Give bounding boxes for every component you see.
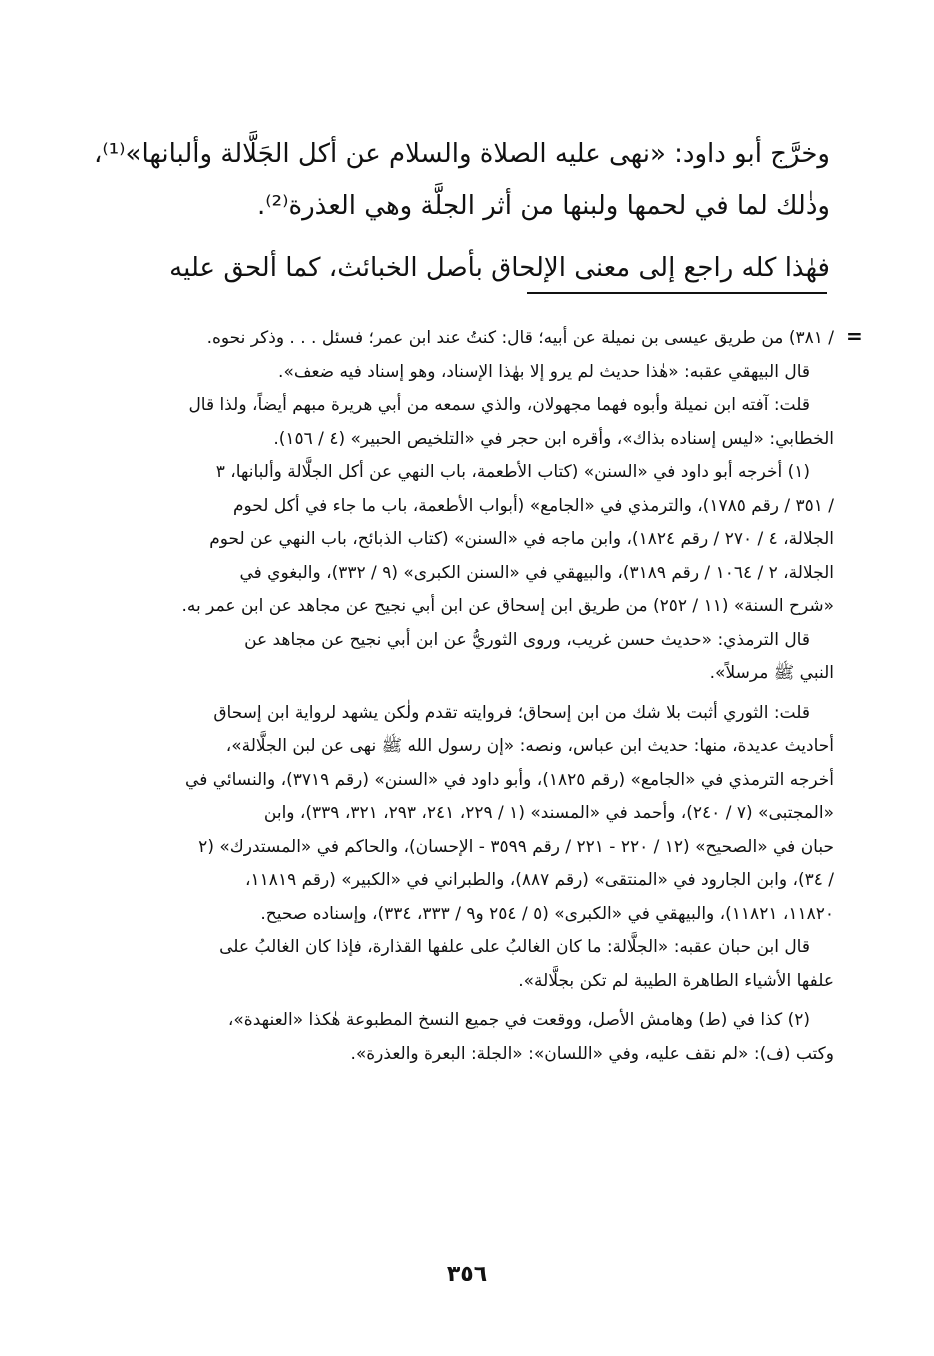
footnote-line: النبي ﷺ مرسلاً».	[709, 663, 834, 683]
footnote-separator	[527, 292, 827, 294]
footnote-line: وكتب (ف): «لم نقف عليه، وفي «اللسان»: «الجلة: البعرة والعذرة».	[350, 1043, 834, 1064]
footnotes	[104, 322, 834, 1071]
footnote-line: أخرجه الترمذي في «الجامع» (رقم ١٨٢٥)، وأبو داود في «السنن» (رقم ٣٧١٩)، والنسائي في	[185, 769, 834, 790]
footnote-line: (١) أخرجه أبو داود في «السنن» (كتاب الأطعمة، باب النهي عن أكل الجلَّالة وألبانها، ٣	[215, 462, 810, 482]
footnote-line: قال الترمذي: «حديث حسن غريب، وروى الثوريُّ عن ابن أبي نجيح عن مجاهد عن	[244, 629, 810, 650]
footnote-line: قال ابن حبان عقبه: «الجلَّالة: ما كان الغالبُ على علفها القذارة، فإذا كان الغالبُ على	[219, 937, 810, 957]
footnote-line: / ٣٤)، وابن الجارود في «المنتقى» (رقم ٨٨٧)، والطبراني في «الكبير» (رقم ١١٨١٩،	[245, 870, 834, 890]
main-text-line: فهٰذا كله راجع إلى معنى الإلحاق بأصل الخبائث، كما ألحق عليه	[169, 253, 830, 283]
footnote-line: قلت: الثوري أثبت بلا شك من ابن إسحاق؛ فروايته تقدم ولٰكن يشهد لرواية ابن إسحاق	[213, 702, 810, 723]
continued-footnote-mark: =	[846, 324, 863, 348]
footnote-line: / ٣٨١) من طريق عيسى بن نميلة عن أبيه؛ قال: كنتُ عند ابن عمر؛ فسئل . . . وذكر نحوه.	[206, 328, 834, 348]
footnote-line: «شرح السنة» (١١ / ٢٥٢) من طريق ابن إسحاق عن ابن أبي نجيح عن مجاهد عن ابن عمر به.	[181, 596, 834, 616]
footnote-line: الخطابي: «ليس إسناده بذاك»، وأقره ابن حجر في «التلخيص الحبير» (٤ / ١٥٦).	[273, 428, 834, 449]
footnote-line: حبان في «الصحيح» (١٢ / ٢٢٠ - ٢٢١ / رقم ٣٥٩٩ - الإحسان)، والحاكم في «المستدرك» (٢	[198, 836, 834, 857]
footnote-line: الجلالة، ٤ / ٢٧٠ / رقم ١٨٢٤)، وابن ماجه في «السنن» (كتاب الذبائح، باب النهي عن لحوم	[209, 529, 834, 549]
main-text-line: وذٰلك لما في لحمها ولبنها من أثر الجلَّة وهي العذرة⁽²⁾.	[257, 191, 830, 221]
page-number: ٣٥٦	[446, 1262, 488, 1287]
footnote-line: (٢) كذا في (ط) وهامش الأصل، ووقعت في جميع النسخ المطبوعة هٰكذا «العنهدة»،	[227, 1010, 810, 1030]
footnote-line: أحاديث عديدة، منها: حديث ابن عباس، ونصه: «إن رسول الله ﷺ نهى عن لبن الجلَّالة»،	[225, 736, 834, 756]
footnote-line: قلت: آفته ابن نميلة وأبوه فهما مجهولان، والذي سمعه من أبي هريرة مبهم أيضاً، ولذا قال	[188, 395, 810, 415]
footnote-line: قال البيهقي عقبه: «هٰذا حديث لم يرو إلا بهٰذا الإسناد، وهو إسناد فيه ضعف».	[278, 361, 810, 382]
main-text	[93, 128, 830, 294]
footnote-line: الجلالة، ٢ / ١٠٦٤ / رقم ٣١٨٩)، والبيهقي في «السنن الكبرى» (٩ / ٣٣٢)، والبغوي في	[239, 562, 834, 583]
footnote-line: ١١٨٢٠، ١١٨٢١)، والبيهقي في «الكبرى» (٥ / ٢٥٤ و٩ / ٣٣٣، ٣٣٤)، وإسناده صحيح.	[260, 903, 834, 924]
footnote-line: / ٣٥١ / رقم ١٧٨٥)، والترمذي في «الجامع» (أبواب الأطعمة، باب ما جاء في أكل لحوم	[232, 495, 834, 516]
footnote-line: «المجتبى» (٧ / ٢٤٠)، وأحمد في «المسند» (١ / ٢٢٩، ٢٤١، ٢٩٣، ٣٢١، ٣٣٩)، وابن	[263, 803, 834, 823]
main-text-line: وخرَّج أبو داود: «نهى عليه الصلاة والسلام عن أكل الجَلَّالة وألبانها»⁽¹⁾،	[93, 139, 830, 169]
footnote-line: علفها الأشياء الطاهرة الطيبة لم تكن بجلَّالة».	[518, 970, 834, 991]
